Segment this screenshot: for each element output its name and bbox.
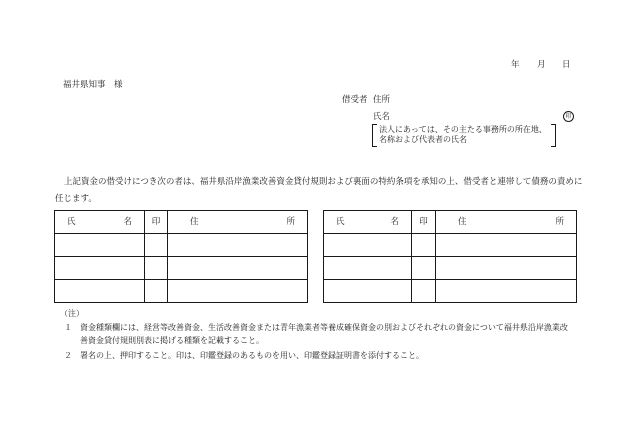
date-year-label: 年 [511, 60, 520, 70]
table-row [55, 280, 308, 303]
left-bracket [372, 124, 377, 147]
address-cell[interactable] [436, 280, 577, 303]
seal-cell[interactable] [145, 257, 168, 280]
guarantor-table-left [54, 210, 308, 303]
notes-title: （注） [60, 309, 84, 318]
table-row [324, 257, 577, 280]
guarantee-statement: 上記資金の借受けにつき次の者は、福井県沿岸漁業改善資金貸付規則および裏面の特約条項を承知の上、借受者と連帯して債務の責めに任じます。 [55, 177, 583, 204]
note-number-1: １ [64, 323, 72, 332]
name-cell[interactable] [55, 234, 145, 257]
name-cell[interactable] [55, 257, 145, 280]
header-name: 氏 名 [324, 211, 412, 234]
guarantor-table-right [323, 210, 577, 303]
note-text-1a: 資金種類欄には、経営等改善資金、生活改善資金または青年漁業者等養成確保資金の別およびそれぞれの資金について福井県沿岸漁業改 [80, 323, 568, 332]
corporate-note-bracket [372, 124, 556, 146]
borrower-name-label: 氏名 [373, 112, 391, 122]
address-cell[interactable] [168, 280, 308, 303]
note-text-1b: 善資金貸付規則別表に掲げる種類を記載すること。 [80, 336, 264, 345]
note-text-2: 署名の上、押印すること。印は、印鑑登録のあるものを用い、印鑑登録証明書を添付すること。 [80, 351, 424, 360]
name-cell[interactable] [324, 280, 412, 303]
address-cell[interactable] [168, 234, 308, 257]
note-number-2: ２ [64, 351, 72, 360]
address-cell[interactable] [436, 234, 577, 257]
seal-cell[interactable] [145, 280, 168, 303]
name-cell[interactable] [55, 280, 145, 303]
seal-cell[interactable] [412, 234, 436, 257]
address-cell[interactable] [436, 257, 577, 280]
table-header-row [55, 211, 308, 234]
borrower-address-label: 住所 [373, 95, 391, 105]
header-seal: 印 [145, 211, 168, 234]
name-cell[interactable] [324, 234, 412, 257]
header-address: 住 所 [436, 211, 577, 234]
right-bracket [551, 124, 556, 147]
name-cell[interactable] [324, 257, 412, 280]
table-row [55, 257, 308, 280]
date-month-label: 月 [537, 60, 546, 70]
date-day-label: 日 [562, 60, 571, 70]
table-row [55, 234, 308, 257]
corporate-note-line-1: 法人にあっては、その主たる事務所の所在地、 [379, 125, 547, 134]
seal-mark-icon: 印 [563, 111, 574, 122]
header-seal: 印 [412, 211, 436, 234]
seal-cell[interactable] [412, 257, 436, 280]
seal-cell[interactable] [145, 234, 168, 257]
header-name: 氏 名 [55, 211, 145, 234]
borrower-label: 借受者 [342, 95, 368, 105]
seal-cell[interactable] [412, 280, 436, 303]
address-cell[interactable] [168, 257, 308, 280]
table-header-row [324, 211, 577, 234]
table-row [324, 280, 577, 303]
header-address: 住 所 [168, 211, 308, 234]
table-row [324, 234, 577, 257]
addressee: 福井県知事 様 [63, 80, 123, 90]
corporate-note-line-2: 名称および代表者の氏名 [379, 135, 467, 144]
